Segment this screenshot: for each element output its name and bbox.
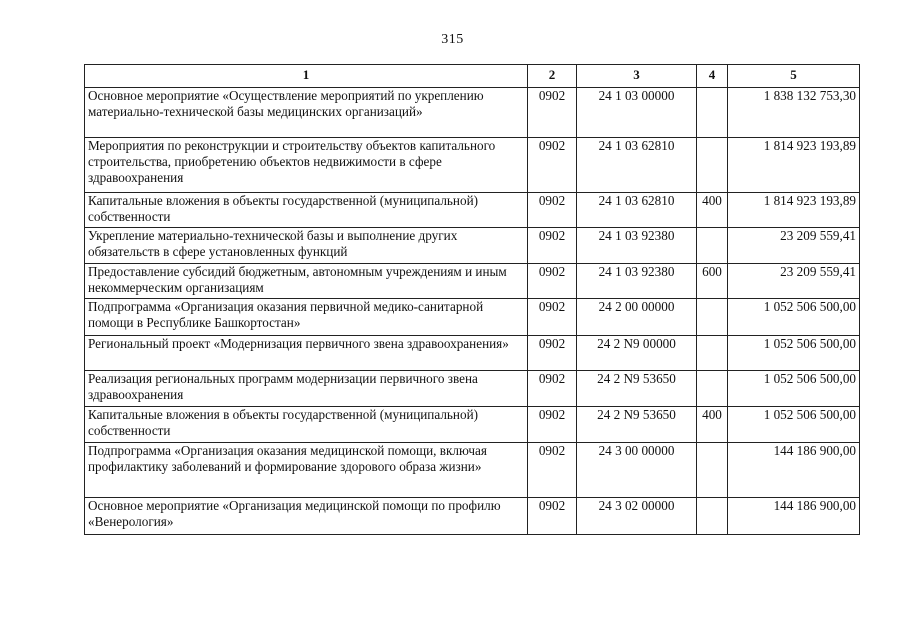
row-section: 0902 (528, 299, 577, 336)
row-code: 24 2 N9 53650 (577, 371, 697, 407)
table-row (85, 498, 860, 535)
row-type: 400 (697, 193, 728, 228)
page-number: 315 (441, 32, 464, 47)
row-amount: 23 209 559,41 (728, 264, 860, 299)
row-section: 0902 (528, 371, 577, 407)
row-amount: 1 052 506 500,00 (728, 371, 860, 407)
budget-table (84, 64, 860, 535)
row-code: 24 1 03 92380 (577, 264, 697, 299)
row-type (697, 498, 728, 535)
header-row (85, 65, 860, 88)
row-section: 0902 (528, 138, 577, 193)
table-row (85, 336, 860, 371)
row-name: Капитальные вложения в объекты государственной (муниципальной) собственности (85, 193, 528, 228)
table-row (85, 88, 860, 138)
header-col-type: 4 (697, 65, 728, 88)
row-name: Капитальные вложения в объекты государственной (муниципальной) собственности (85, 407, 528, 443)
row-section: 0902 (528, 498, 577, 535)
row-code: 24 2 N9 53650 (577, 407, 697, 443)
table-header (85, 65, 860, 88)
row-amount: 144 186 900,00 (728, 443, 860, 498)
table-row (85, 138, 860, 193)
row-type (697, 228, 728, 264)
row-code: 24 3 02 00000 (577, 498, 697, 535)
table-body (85, 88, 860, 535)
row-amount: 1 052 506 500,00 (728, 299, 860, 336)
table-row (85, 299, 860, 336)
row-amount: 23 209 559,41 (728, 228, 860, 264)
row-type: 600 (697, 264, 728, 299)
row-name: Подпрограмма «Организация оказания первичной медико-санитарной помощи в Республике Башкортостан» (85, 299, 528, 336)
row-name: Основное мероприятие «Организация медицинской помощи по профилю «Венерология» (85, 498, 528, 535)
row-type (697, 336, 728, 371)
row-type (697, 443, 728, 498)
row-name: Мероприятия по реконструкции и строительству объектов капитального строительства, приобретению объектов недвижимости в сфере здравоохранения (85, 138, 528, 193)
header-col-code: 3 (577, 65, 697, 88)
row-amount: 1 838 132 753,30 (728, 88, 860, 138)
table-row (85, 193, 860, 228)
row-code: 24 1 03 62810 (577, 138, 697, 193)
row-amount: 1 814 923 193,89 (728, 193, 860, 228)
row-code: 24 1 03 92380 (577, 228, 697, 264)
row-type (697, 88, 728, 138)
row-section: 0902 (528, 228, 577, 264)
row-section: 0902 (528, 264, 577, 299)
row-type (697, 138, 728, 193)
row-code: 24 1 03 00000 (577, 88, 697, 138)
row-name: Укрепление материально-технической базы и выполнение других обязательств в сфере установленных функций (85, 228, 528, 264)
table-row (85, 228, 860, 264)
row-code: 24 2 N9 00000 (577, 336, 697, 371)
row-amount: 1 052 506 500,00 (728, 336, 860, 371)
header-col-name: 1 (85, 65, 528, 88)
header-col-amount: 5 (728, 65, 860, 88)
row-code: 24 1 03 62810 (577, 193, 697, 228)
table-row (85, 407, 860, 443)
row-name: Региональный проект «Модернизация первичного звена здравоохранения» (85, 336, 528, 371)
row-amount: 144 186 900,00 (728, 498, 860, 535)
table-row (85, 264, 860, 299)
row-name: Предоставление субсидий бюджетным, автономным учреждениям и иным некоммерческим организациям (85, 264, 528, 299)
row-section: 0902 (528, 443, 577, 498)
row-section: 0902 (528, 88, 577, 138)
header-col-section: 2 (528, 65, 577, 88)
row-section: 0902 (528, 193, 577, 228)
row-name: Реализация региональных программ модернизации первичного звена здравоохранения (85, 371, 528, 407)
row-amount: 1 814 923 193,89 (728, 138, 860, 193)
table-row (85, 371, 860, 407)
row-section: 0902 (528, 407, 577, 443)
row-amount: 1 052 506 500,00 (728, 407, 860, 443)
table-row (85, 443, 860, 498)
row-type: 400 (697, 407, 728, 443)
row-type (697, 299, 728, 336)
row-code: 24 3 00 00000 (577, 443, 697, 498)
row-type (697, 371, 728, 407)
row-name: Подпрограмма «Организация оказания медицинской помощи, включая профилактику заболеваний и формирование здорового образа жизни» (85, 443, 528, 498)
row-section: 0902 (528, 336, 577, 371)
row-name: Основное мероприятие «Осуществление мероприятий по укреплению материально-технической базы медицинских организаций» (85, 88, 528, 138)
row-code: 24 2 00 00000 (577, 299, 697, 336)
